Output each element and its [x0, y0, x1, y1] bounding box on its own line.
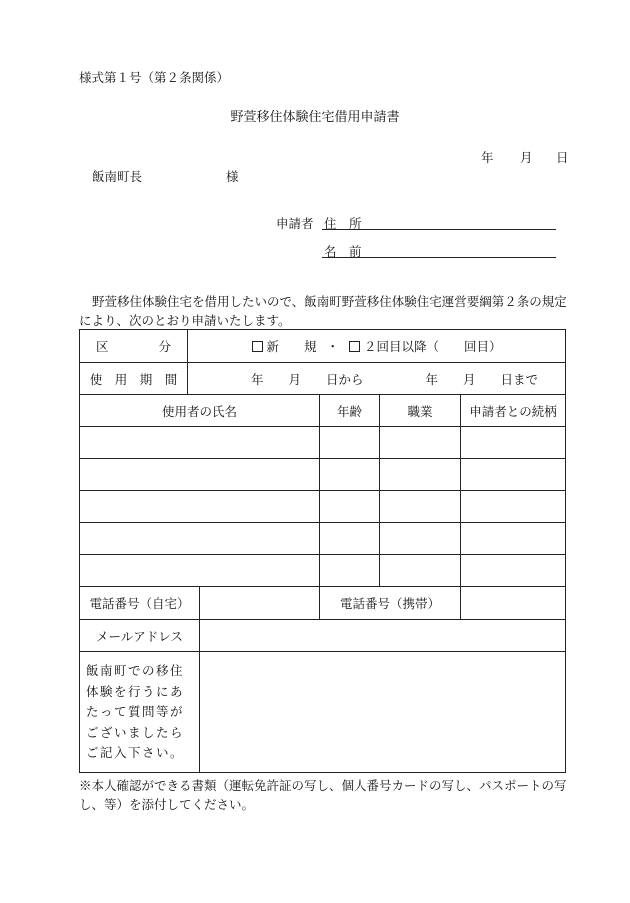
- age-cell[interactable]: [320, 523, 380, 555]
- phone-mobile-field[interactable]: [461, 587, 566, 620]
- checkbox-repeat[interactable]: [349, 341, 360, 352]
- addressee-name: 飯南町長: [92, 169, 143, 184]
- form-number: 様式第１号（第２条関係）: [79, 70, 230, 85]
- date-month: 月: [520, 150, 533, 165]
- relationship-cell[interactable]: [461, 491, 566, 523]
- age-cell[interactable]: [320, 459, 380, 491]
- questions-field[interactable]: [200, 652, 566, 773]
- option-repeat-label: ２回目以降（ 回目）: [364, 339, 502, 354]
- category-options: [188, 330, 566, 363]
- footnote: ※本人確認ができる書類（運転免許証の写し、個人番号カードの写し、パスポートの写し、等）を添付してください。: [79, 778, 567, 812]
- address-label: 住 所: [324, 216, 362, 231]
- occupation-cell[interactable]: [380, 491, 461, 523]
- age-cell[interactable]: [320, 491, 380, 523]
- date-year: 年: [481, 150, 494, 165]
- table-row: [80, 427, 566, 459]
- period-label: 使 用 期 間: [80, 363, 188, 395]
- phone-home-field[interactable]: [200, 587, 320, 620]
- table-row: [80, 523, 566, 555]
- table-row: [80, 491, 566, 523]
- col-user-name: 使用者の氏名: [80, 395, 320, 427]
- age-cell[interactable]: [320, 427, 380, 459]
- user-name-cell[interactable]: [80, 427, 320, 459]
- option-separator: ・: [326, 339, 340, 354]
- phone-home-label: 電話番号（自宅）: [80, 587, 200, 620]
- user-name-cell[interactable]: [80, 459, 320, 491]
- occupation-cell[interactable]: [380, 523, 461, 555]
- questions-label: 飯南町での移住体験を行うにあたって質問等がございましたらご記入下さい。: [80, 652, 200, 773]
- name-line[interactable]: [322, 257, 556, 258]
- address-line[interactable]: [322, 229, 556, 230]
- application-table: [79, 329, 566, 773]
- relationship-cell[interactable]: [461, 459, 566, 491]
- relationship-cell[interactable]: [461, 427, 566, 459]
- phone-mobile-label: 電話番号（携帯）: [320, 587, 461, 620]
- period-to: 年 月 日まで: [425, 371, 539, 387]
- col-age: 年齢: [320, 395, 380, 427]
- page-title: 野萱移住体験住宅借用申請書: [230, 110, 400, 125]
- occupation-cell[interactable]: [380, 427, 461, 459]
- table-row: [80, 459, 566, 491]
- checkbox-new[interactable]: [252, 341, 263, 352]
- date-day: 日: [556, 150, 569, 165]
- user-name-cell[interactable]: [80, 523, 320, 555]
- addressee-honorific: 様: [226, 169, 239, 184]
- occupation-cell[interactable]: [380, 459, 461, 491]
- name-label: 名 前: [324, 244, 362, 259]
- user-name-cell[interactable]: [80, 491, 320, 523]
- category-label: 区 分: [80, 330, 188, 363]
- period-from: 年 月 日から: [251, 371, 364, 387]
- table-row: [80, 555, 566, 587]
- email-field[interactable]: [200, 620, 566, 652]
- period-field[interactable]: [188, 363, 566, 395]
- relationship-cell[interactable]: [461, 555, 566, 587]
- occupation-cell[interactable]: [380, 555, 461, 587]
- email-label: メールアドレス: [80, 620, 200, 652]
- relationship-cell[interactable]: [461, 523, 566, 555]
- col-relationship: 申請者との続柄: [461, 395, 566, 427]
- user-name-cell[interactable]: [80, 555, 320, 587]
- intro-paragraph: 野萱移住体験住宅を借用したいので、飯南町野萱移住体験住宅運営要綱第２条の規定により、次のとおり申請いたします。: [79, 294, 567, 328]
- col-occupation: 職業: [380, 395, 461, 427]
- option-new-label: 新 規: [266, 339, 317, 354]
- age-cell[interactable]: [320, 555, 380, 587]
- applicant-label: 申請者: [276, 216, 314, 231]
